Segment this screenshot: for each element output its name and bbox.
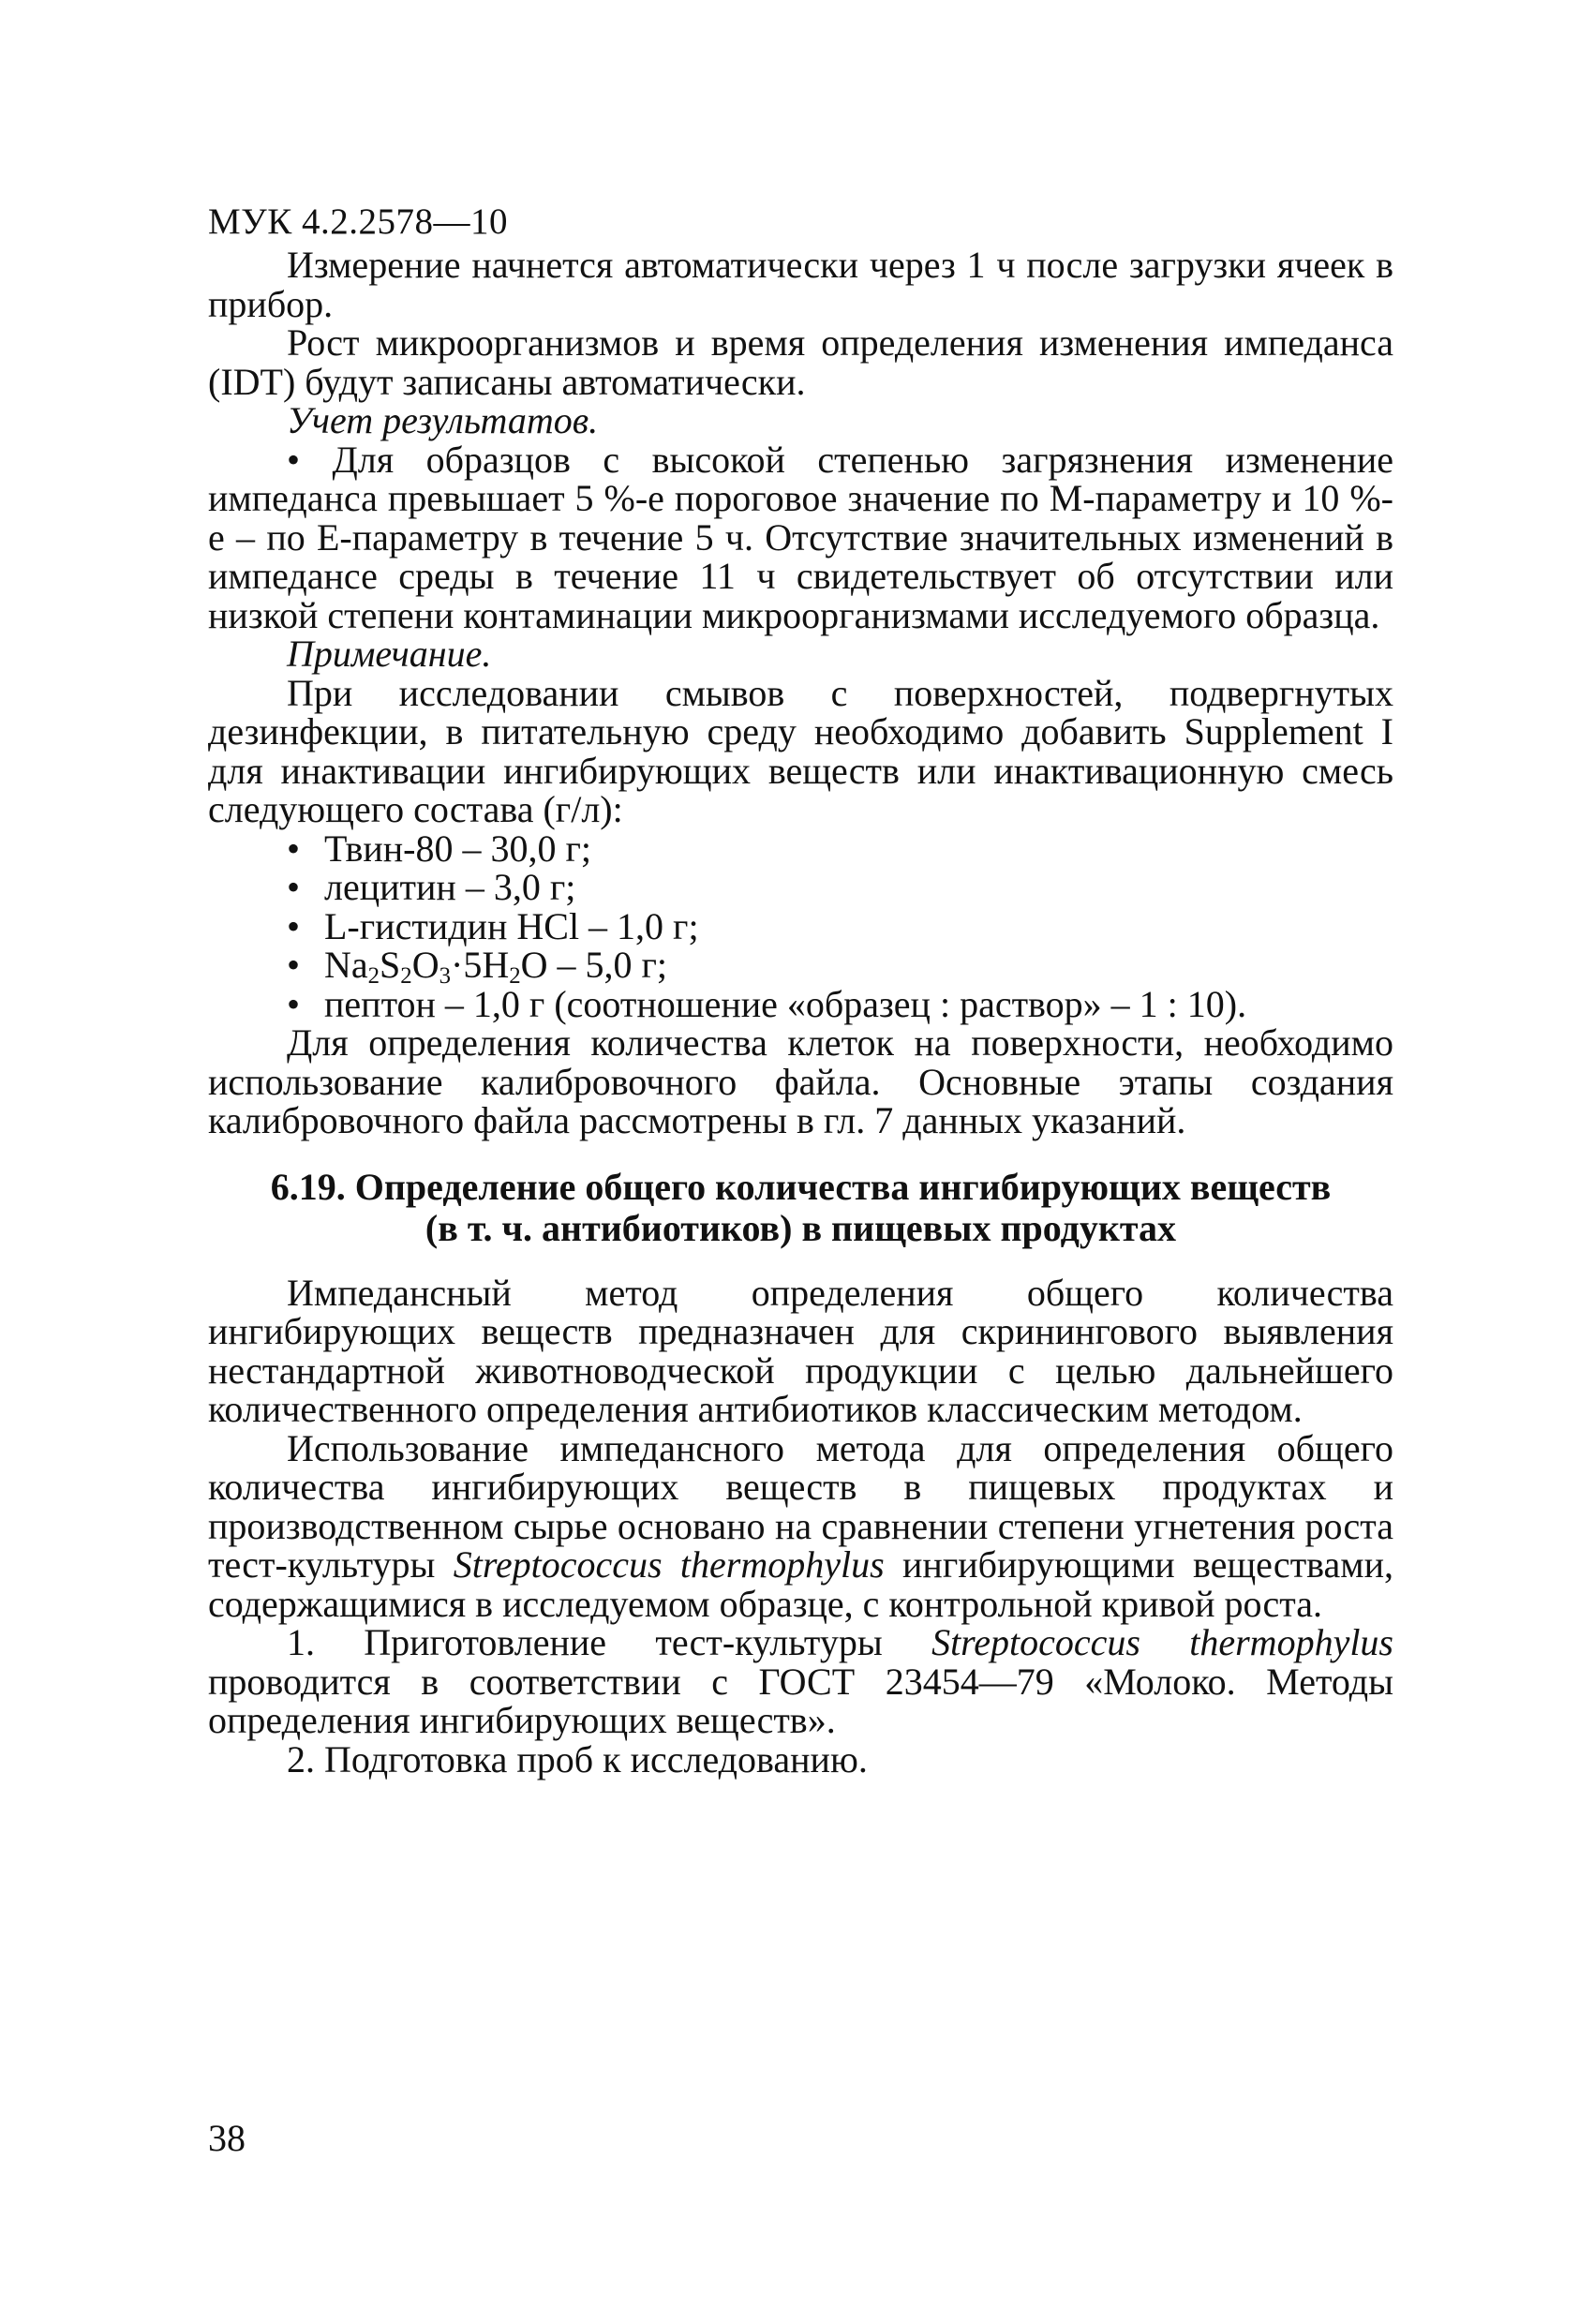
list-item: [208, 982, 1393, 1025]
text-run: 1. Приготовление тест-культуры: [287, 1621, 932, 1663]
list-item-text: лецитин – 3,0 г;: [324, 866, 576, 908]
composition-list: [208, 829, 1393, 1024]
bullet-icon: •: [287, 827, 301, 870]
paragraph-step-1: [208, 1623, 1393, 1740]
bullet-icon: •: [287, 944, 301, 986]
results-label: Учет результатов.: [287, 399, 599, 441]
text-run: Использование импедансного метода для определения общего количества ингибирующих веществ в пищевых продуктах и производственном сырье основано на сравнении степени угнетения роста тест-культуры: [208, 1426, 1393, 1586]
list-item: [208, 904, 1393, 947]
text-run: проводится в соответствии с ГОСТ 23454—79 «Молоко. Методы определения ингибирующих веществ».: [208, 1660, 1393, 1741]
paragraph-disinfection: При исследовании смывов с поверхностей, подвергнутых дезинфекции, в питательную среду необходимо добавить Supplement I для инактивации ингибирующих веществ или инактивационную смесь следующего состава (г/л):: [208, 671, 1393, 830]
formula-sub: 2: [400, 963, 412, 990]
species-name: Streptococcus thermophylus: [931, 1621, 1393, 1663]
list-item-text: Твин-80 – 30,0 г;: [324, 827, 591, 870]
list-item-text: пептон – 1,0 г (соотношение «образец : раствор» – 1 : 10).: [324, 982, 1247, 1025]
formula-sub: 2: [367, 963, 380, 990]
list-item-text: L-гистидин HCl – 1,0 г;: [324, 904, 699, 947]
formula-na: Na: [324, 944, 368, 986]
formula-h: ·5H: [451, 944, 510, 986]
formula-tail: O – 5,0 г;: [520, 944, 668, 986]
list-item: [208, 829, 1393, 869]
note-label: Примечание.: [287, 633, 492, 675]
formula-sub: 3: [439, 963, 451, 990]
species-name: Streptococcus thermophylus: [453, 1543, 885, 1586]
section-heading-line: (в т. ч. антибиотиков) в пищевых продуктах: [425, 1206, 1177, 1249]
list-item: [208, 868, 1393, 907]
bullet-icon: •: [287, 904, 301, 947]
bullet-icon: •: [287, 438, 301, 481]
page-number: 38: [208, 2117, 246, 2159]
formula-s: S: [380, 944, 401, 986]
document-code: МУК 4.2.2578—10: [208, 201, 509, 242]
document-body: [208, 246, 1393, 1779]
bullet-icon: •: [287, 866, 301, 908]
paragraph-results-text: Для образцов с высокой степенью загрязнения изменение импеданса превышает 5 %-е пороговое значение по М-параметру и 10 %-е – по Е-параметру в течение 5 ч. Отсутствие значительных изменений в импедансе среды в течение 11 ч свидетельствует об отсутствии или низкой степени контаминации микроорганизмами исследуемого образца.: [208, 438, 1394, 636]
bullet-icon: •: [287, 982, 301, 1025]
paragraph-growth-recording: Рост микроорганизмов и время определения изменения импеданса (IDT) будут записаны автоматически.: [208, 321, 1393, 403]
section-heading: [208, 1167, 1393, 1249]
paragraph-measurement-start: Измерение начнется автоматически через 1 ч после загрузки ячеек в прибор.: [208, 244, 1393, 325]
list-item: [208, 944, 1393, 990]
paragraph-method-purpose: Импедансный метод определения общего количества ингибирующих веществ предназначен для скринингового выявления нестандартной животноводческой продукции с целью дальнейшего количественного определения антибиотиков классическим методом.: [208, 1271, 1393, 1430]
paragraph-calibration: Для определения количества клеток на поверхности, необходимо использование калибровочного файла. Основные этапы создания калибровочного файла рассмотрены в гл. 7 данных указаний.: [208, 1021, 1393, 1141]
paragraph-step-2: 2. Подготовка проб к исследованию.: [287, 1737, 868, 1780]
paragraph-method-basis: [208, 1426, 1393, 1625]
paragraph-results: [208, 440, 1393, 635]
formula-o: O: [411, 944, 439, 986]
text-run: ингибирующими веществами, содержащимися в исследуемом образце, с контрольной кривой роста.: [208, 1543, 1393, 1625]
section-heading-line: 6.19. Определение общего количества ингибирующих веществ: [270, 1165, 1332, 1208]
formula-sub: 2: [509, 963, 521, 990]
